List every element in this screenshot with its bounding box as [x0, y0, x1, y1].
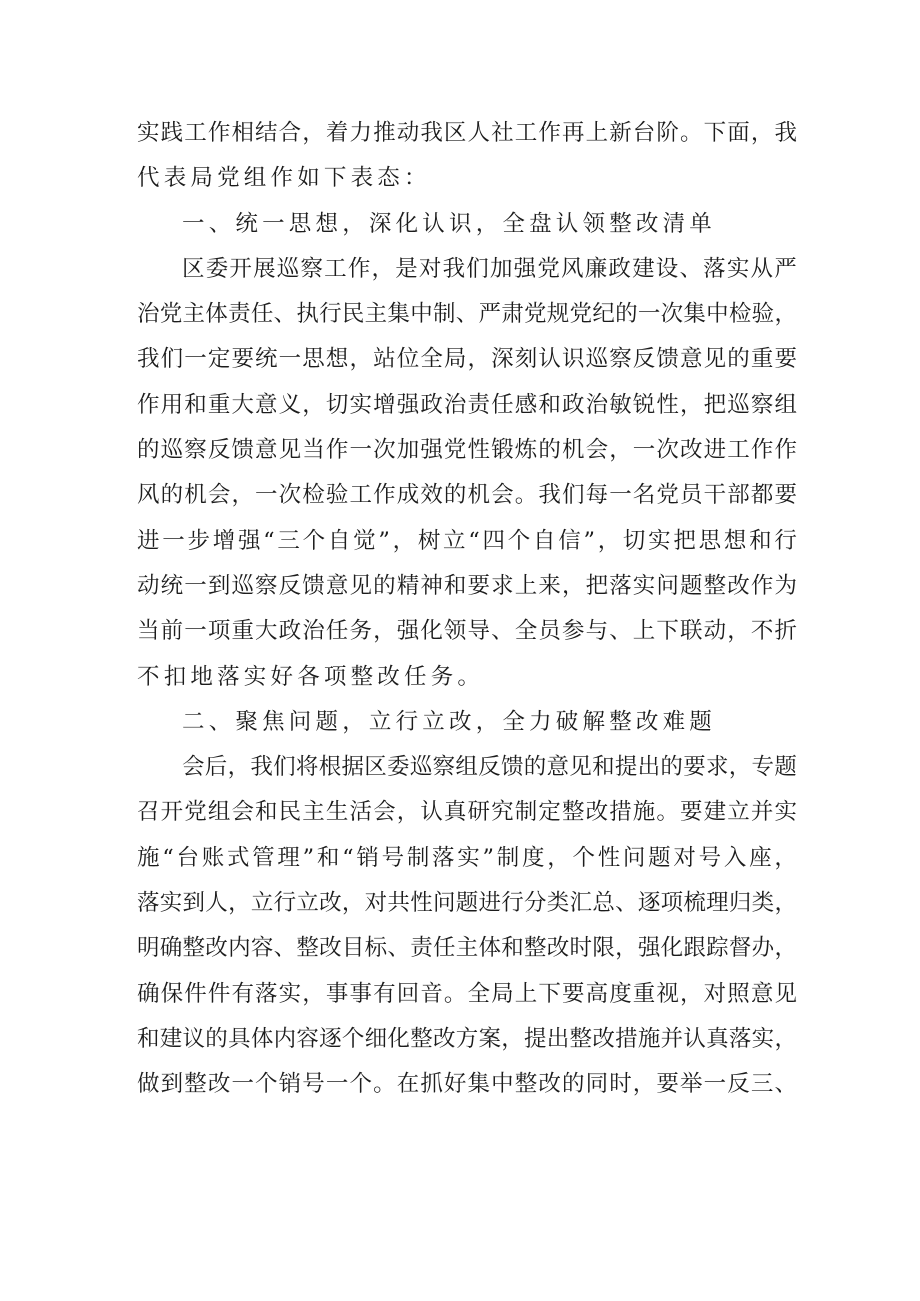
- section-heading: 二、聚焦问题，立行立改，全力破解整改难题: [182, 708, 717, 735]
- text-line: 当 前 一 项 重 大 政 治 任 务 ， 强 化 领 导 、 全 员 参 与 、 上 下 联 动 ， 不 折: [137, 618, 797, 645]
- text-line: 实 践 工 作 相 结 合 ， 着 力 推 动 我 区 人 社 工 作 再 上 新 台 阶 。 下 面 ， 我: [137, 120, 797, 146]
- text-line: 作 用 和 重 大 意 义 ， 切 实 增 强 政 治 责 任 感 和 政 治 敏 锐 性 ， 把 巡 察 组: [137, 391, 797, 418]
- text-line: 落 实 到 人 ， 立 行 立 改 ， 对 共 性 问 题 进 行 分 类 汇 总 、 逐 项 梳 理 归 类 ，: [137, 890, 797, 917]
- text-line: 动 统 一 到 巡 察 反 馈 意 见 的 精 神 和 要 求 上 来 ， 把 落 实 问 题 整 改 作 为: [137, 572, 797, 599]
- text-line: 和 建 议 的 具 体 内 容 逐 个 细 化 整 改 方 案 ， 提 出 整 改 措 施 并 认 真 落 实 ，: [137, 1025, 797, 1052]
- text-line: 召 开 党 组 会 和 民 主 生 活 会 ， 认 真 研 究 制 定 整 改 措 施 。 要 建 立 并 实: [137, 799, 797, 826]
- text-line: 风 的 机 会 ， 一 次 检 验 工 作 成 效 的 机 会 。 我 们 每 一 名 党 员 干 部 都 要: [137, 482, 797, 509]
- text-line: 的 巡 察 反 馈 意 见 当 作 一 次 加 强 党 性 锻 炼 的 机 会 ， 一 次 改 进 工 作 作: [137, 437, 797, 464]
- text-line: 进 一 步 增 强 “ 三 个 自 觉 ” ， 树 立 “ 四 个 自 信 ” ， 切 实 把 思 想 和 行: [137, 527, 797, 554]
- text-line: 代表局党组作如下表态：: [137, 165, 431, 192]
- text-line: 会 后 ， 我 们 将 根 据 区 委 巡 察 组 反 馈 的 意 见 和 提 出 的 要 求 ， 专 题: [182, 754, 797, 781]
- text-line: 确 保 件 件 有 落 实 ， 事 事 有 回 音 。 全 局 上 下 要 高 度 重 视 ， 对 照 意 见: [137, 980, 797, 1007]
- text-line: 区 委 开 展 巡 察 工 作 ， 是 对 我 们 加 强 党 风 廉 政 建 设 、 落 实 从 严: [182, 255, 797, 282]
- text-line: 治 党 主 体 责 任 、 执 行 民 主 集 中 制 、 严 肃 党 规 党 纪 的 一 次 集 中 检 验 ，: [137, 301, 797, 328]
- text-line: 我 们 一 定 要 统 一 思 想 ， 站 位 全 局 ， 深 刻 认 识 巡 察 反 馈 意 见 的 重 要: [137, 346, 797, 373]
- section-heading: 一、统一思想，深化认识，全盘认领整改清单: [182, 210, 717, 237]
- text-line: 不扣地落实好各项整改任务。: [137, 663, 485, 690]
- text-line: 做 到 整 改 一 个 销 号 一 个 。 在 抓 好 集 中 整 改 的 同 时 ， 要 举 一 反 三 、: [137, 1071, 797, 1098]
- text-line: 施 “ 台 账 式 管 理 ” 和 “ 销 号 制 落 实 ” 制 度 ， 个 性 问 题 对 号 入 座 ，: [137, 844, 797, 871]
- document-body: [137, 111, 797, 1108]
- text-line: 明 确 整 改 内 容 、 整 改 目 标 、 责 任 主 体 和 整 改 时 限 ， 强 化 跟 踪 督 办 ，: [137, 935, 797, 962]
